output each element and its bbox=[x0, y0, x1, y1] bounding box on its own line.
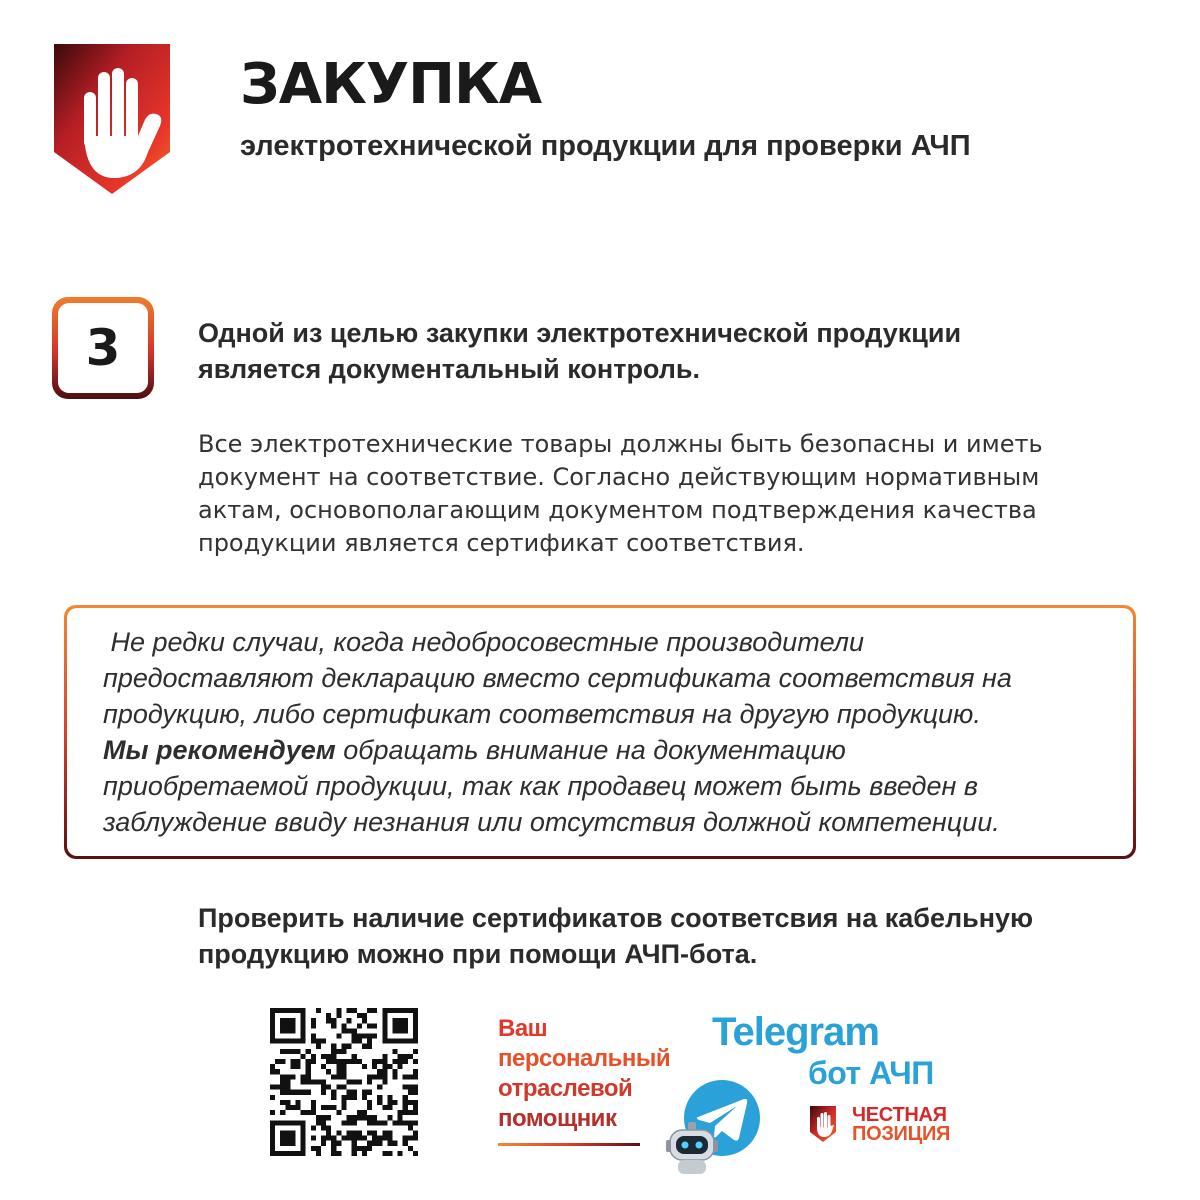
stop-hand-shield-icon bbox=[48, 40, 176, 198]
telegram-title[interactable]: Telegram bbox=[712, 1010, 879, 1054]
body-line: Все электротехнические товары должны быть безопасны и иметь bbox=[198, 430, 1043, 458]
warning-callout bbox=[64, 605, 1136, 859]
lead-line: Одной из целью закупки электротехнической продукции bbox=[198, 318, 962, 348]
warning-text bbox=[103, 624, 1113, 840]
promo-line: отраслевой bbox=[498, 1075, 633, 1102]
warning-line: приобретаемой продукции, так как продавец может быть введен в bbox=[103, 771, 978, 801]
recommendation-emphasis: Мы рекомендуем bbox=[103, 735, 336, 765]
call-to-action bbox=[198, 900, 1158, 972]
lead-line: является документальный контроль. bbox=[198, 354, 701, 384]
promo-line: помощник bbox=[498, 1105, 617, 1132]
body-line: продукции является сертификат соответствия. bbox=[198, 529, 805, 557]
warning-line: заблуждение ввиду незнания или отсутствия должной компетенции. bbox=[103, 807, 1000, 837]
step-number: 3 bbox=[85, 319, 121, 377]
brand-name-line: ПОЗИЦИЯ bbox=[852, 1123, 951, 1145]
warning-line: продукцию, либо сертификат соответствия на другую продукцию. bbox=[103, 699, 981, 729]
warning-line: Не редки случаи, когда недобросовестные производители bbox=[103, 627, 865, 657]
telegram-bot-label[interactable]: бот АЧП bbox=[808, 1055, 934, 1091]
page-subtitle: электротехнической продукции для проверки АЧП bbox=[240, 130, 971, 162]
promo-text bbox=[498, 1014, 670, 1134]
warning-line: предоставляют декларацию вместо сертификата соответствия на bbox=[103, 663, 1012, 693]
lead-statement bbox=[198, 315, 1098, 387]
body-line: актам, основополагающим документом подтверждения качества bbox=[198, 496, 1037, 524]
robot-icon bbox=[664, 1120, 720, 1176]
qr-code-icon[interactable] bbox=[270, 1008, 418, 1156]
promo-line: Ваш bbox=[498, 1015, 548, 1042]
body-line: документ на соответствие. Согласно действующим нормативным bbox=[198, 463, 1040, 491]
body-paragraph bbox=[198, 428, 1098, 560]
recommendation-text: обращать внимание на документацию bbox=[335, 735, 846, 765]
step-number-badge bbox=[52, 297, 154, 399]
promo-line: персональный bbox=[498, 1045, 671, 1072]
page-title: ЗАКУПКА bbox=[240, 52, 542, 117]
brand-name-line: ЧЕСТНАЯ bbox=[852, 1104, 947, 1126]
cta-line: продукцию можно при помощи АЧП-бота. bbox=[198, 939, 758, 969]
cta-line: Проверить наличие сертификатов соответсвия на кабельную bbox=[198, 903, 1034, 933]
promo-underline bbox=[498, 1143, 640, 1146]
chestnaya-poziciya-logo-icon bbox=[808, 1104, 838, 1144]
warning-line bbox=[103, 732, 1113, 768]
